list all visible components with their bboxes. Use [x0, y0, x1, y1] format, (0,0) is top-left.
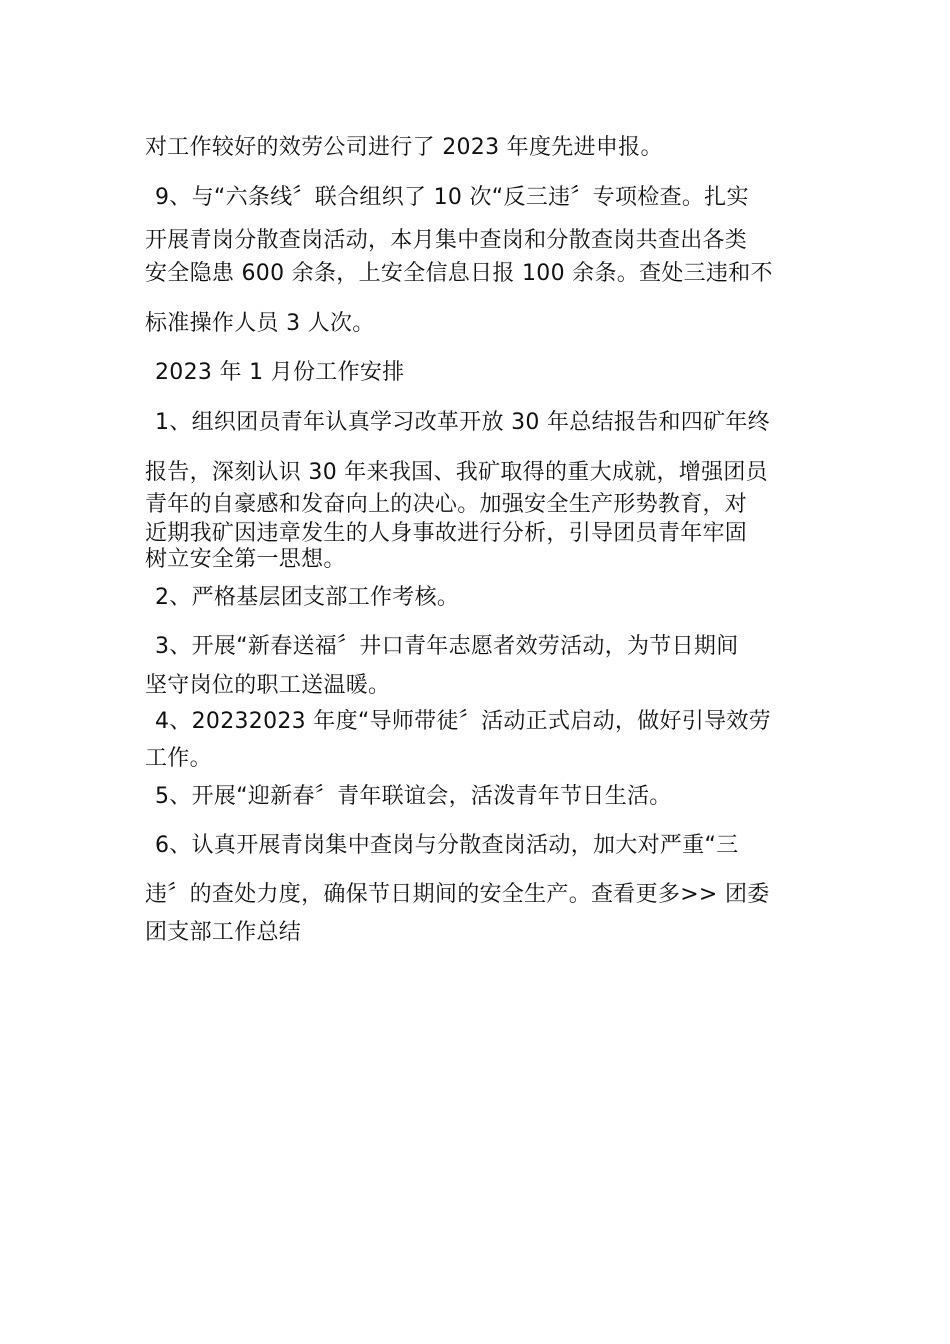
section-heading: 2023 年 1 月份工作安排	[155, 360, 405, 385]
text-line-4: 安全隐患 600 余条，上安全信息日报 100 余条。查处三违和不	[145, 261, 773, 286]
text-line-10: 近期我矿因违章发生的人身事故进行分析，引导团员青年牢固	[145, 521, 748, 546]
text-line-3: 开展青岗分散查岗活动，本月集中查岗和分散查岗共查出各类	[145, 228, 748, 253]
text-line-18: 6、认真开展青岗集中查岗与分散查岗活动，加大对严重“三	[155, 833, 739, 858]
text-line-11: 树立安全第一思想。	[145, 547, 346, 572]
text-line-1: 对工作较好的效劳公司进行了 2023 年度先进申报。	[145, 135, 663, 160]
text-line-12: 2、严格基层团支部工作考核。	[155, 585, 460, 610]
text-line-9: 青年的自豪感和发奋向上的决心。加强安全生产形势教育，对	[145, 492, 748, 517]
text-line-19: 违〞的查处力度，确保节日期间的安全生产。查看更多>> 团委	[145, 882, 770, 907]
text-line-5: 标准操作人员 3 人次。	[145, 311, 375, 336]
text-line-7: 1、组织团员青年认真学习改革开放 30 年总结报告和四矿年终	[155, 410, 770, 435]
text-line-16: 工作。	[145, 746, 212, 771]
text-line-14: 坚守岗位的职工送温暖。	[145, 673, 391, 698]
text-line-20: 团支部工作总结	[145, 920, 302, 945]
text-line-2: 9、与“六条线〞联合组织了 10 次“反三违〞专项检查。扎实	[155, 185, 749, 210]
text-line-13: 3、开展“新春送福〞井口青年志愿者效劳活动，为节日期间	[155, 634, 739, 659]
text-line-8: 报告，深刻认识 30 年来我国、我矿取得的重大成就，增强团员	[145, 460, 768, 485]
text-line-15: 4、20232023 年度“导师带徒〞活动正式启动，做好引导效劳	[155, 709, 771, 734]
text-line-17: 5、开展“迎新春〞青年联谊会，活泼青年节日生活。	[155, 784, 672, 809]
